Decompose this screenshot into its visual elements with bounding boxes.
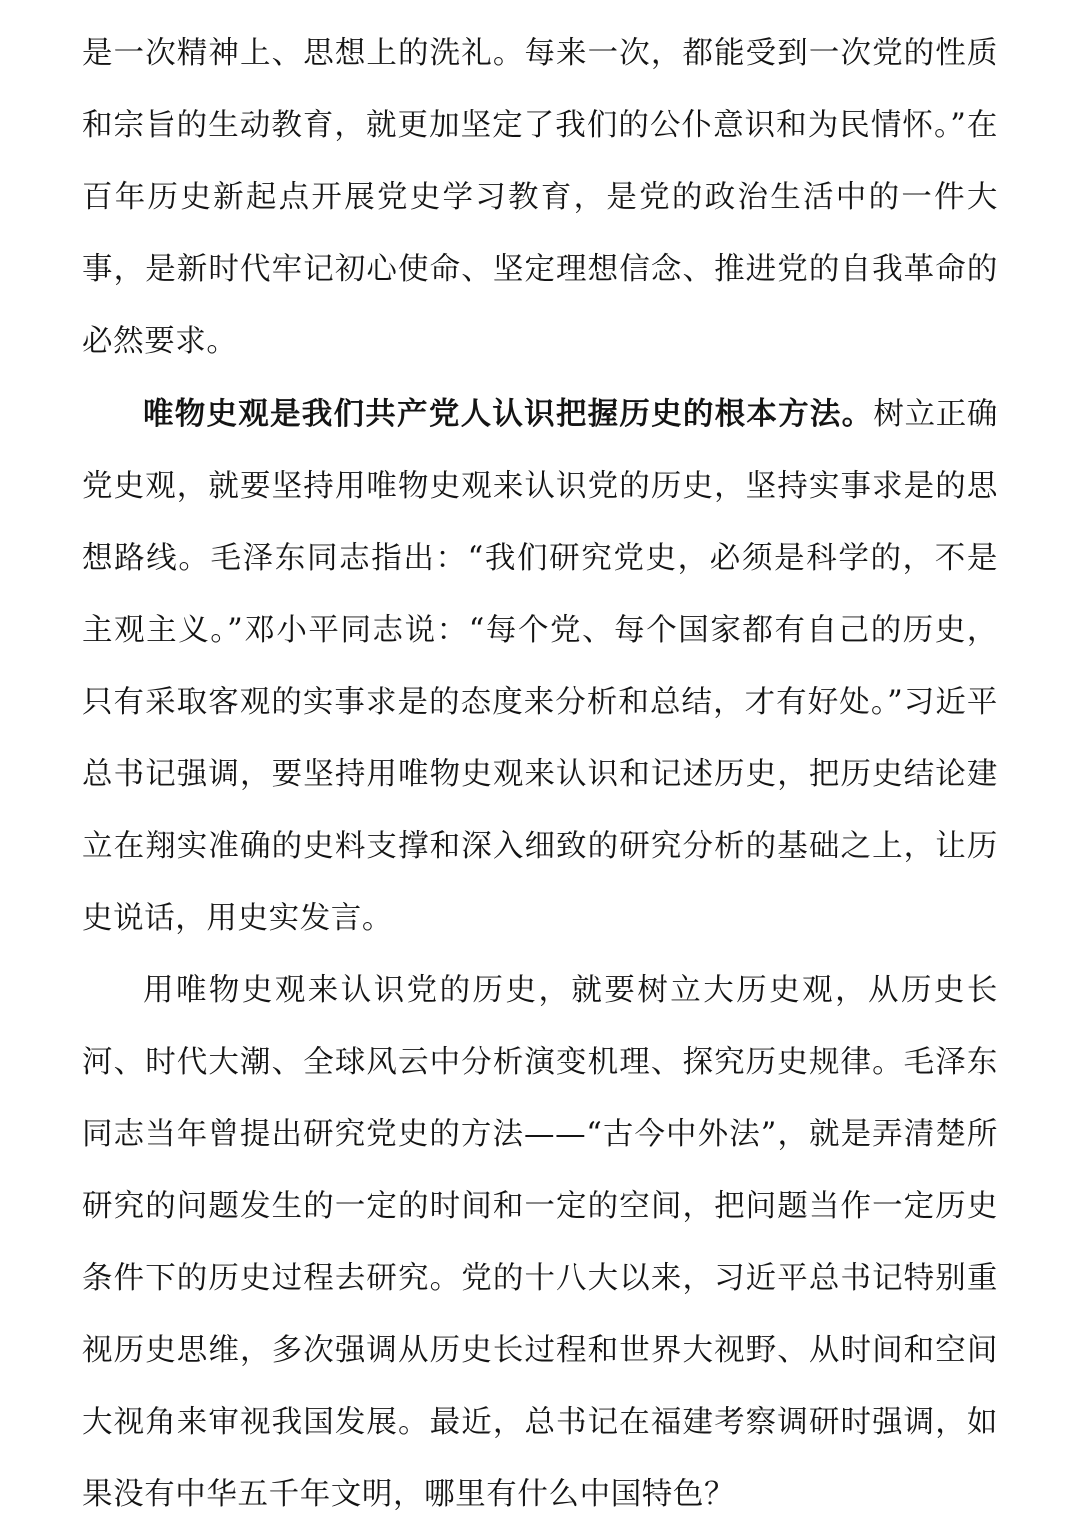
paragraph-2 — [82, 378, 998, 955]
paragraph-1: 是一次精神上、思想上的洗礼。每来一次，都能受到一次党的性质和宗旨的生动教育，就更加坚定了我们的公仆意识和为民情怀。”在百年历史新起点开展党史学习教育，是党的政治生活中的一件大事，是新时代牢记初心使命、坚定理想信念、推进党的自我革命的必然要求。 — [82, 36, 998, 359]
paragraph-3: 用唯物史观来认识党的历史，就要树立大历史观，从历史长河、时代大潮、全球风云中分析演变机理、探究历史规律。毛泽东同志当年曾提出研究党史的方法——“古今中外法”，就是弄清楚所研究的问题发生的一定的时间和一定的空间，把问题当作一定历史条件下的历史过程去研究。党的十八大以来，习近平总书记特别重视历史思维，多次强调从历史长过程和世界大视野、从时间和空间大视角来审视我国发展。最近，总书记在福建考察调研时强调，如果没有中华五千年文明，哪里有什么中国特色？ — [82, 973, 998, 1512]
document-body — [82, 18, 998, 1531]
paragraph-2-bold-lead: 唯物史观是我们共产党人认识把握历史的根本方法。 — [143, 396, 874, 432]
paragraph-2-text: 树立正确党史观，就要坚持用唯物史观来认识党的历史，坚持实事求是的思想路线。毛泽东同志指出：“我们研究党史，必须是科学的，不是主观主义。”邓小平同志说：“每个党、每个国家都有自己的历史，只有采取客观的实事求是的态度来分析和总结，才有好处。”习近平总书记强调，要坚持用唯物史观来认识和记述历史，把历史结论建立在翔实准确的史料支撑和深入细致的研究分析的基础之上，让历史说话，用史实发言。 — [82, 397, 998, 936]
